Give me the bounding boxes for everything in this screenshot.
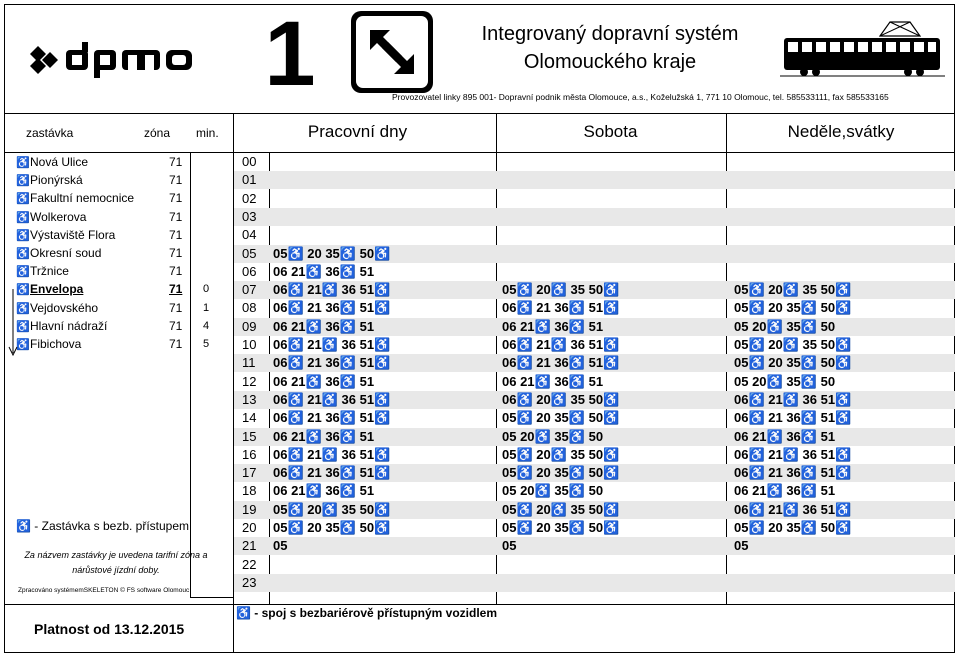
stop-name: Fibichova xyxy=(30,337,82,351)
saturday-departures: 05 20♿ 35♿ 50 xyxy=(502,483,604,499)
stop-name: Envelopa xyxy=(30,282,84,297)
sunday-departures: 05♿ 20 35♿ 50♿ xyxy=(734,355,852,371)
stop-minutes: 4 xyxy=(203,319,210,332)
workdays-departures: 05♿ 20 35♿ 50♿ xyxy=(273,520,391,535)
column-header-saturday: Sobota xyxy=(583,122,638,141)
saturday-departures: 05 xyxy=(502,538,517,554)
hour-label: 09 xyxy=(242,318,257,334)
hour-label: 04 xyxy=(242,227,257,243)
dpmo-logo-graphic xyxy=(28,40,208,80)
workdays-departures: 06♿ 21 36♿ 51♿ xyxy=(273,410,391,426)
direction-icon xyxy=(350,10,434,94)
hour-label: 14 xyxy=(242,410,257,426)
saturday-departures: 05 20♿ 35♿ 50 xyxy=(502,428,604,444)
stop-row xyxy=(16,226,183,244)
sunday-departures: 05 xyxy=(734,538,749,554)
direction-arrow xyxy=(8,289,18,357)
workdays-departures: 06♿ 21 36♿ 51♿ xyxy=(273,300,391,316)
column-header-zone: zóna xyxy=(144,126,171,140)
stop-name: Hlavní nádraží xyxy=(30,318,108,333)
hour-label: 00 xyxy=(242,154,257,169)
hour-label: 05 xyxy=(242,245,257,261)
zone-note: Za názvem zastávky je uvedena tarifní zóna a nárůstové jízdní doby. xyxy=(24,550,208,575)
column-header-sunday: Neděle,svátky xyxy=(787,122,895,141)
stop-row xyxy=(16,262,183,280)
timetable-row xyxy=(234,226,955,244)
stop-minutes: 5 xyxy=(203,338,210,350)
column-header-workdays: Pracovní dny xyxy=(307,122,408,141)
stop-name: Nová Ulice xyxy=(30,155,89,169)
stop-minutes: 1 xyxy=(203,301,210,314)
stop-name: Pionýrská xyxy=(30,173,83,188)
workdays-departures: 05♿ 20♿ 35 50♿ xyxy=(273,501,391,517)
hour-label: 21 xyxy=(242,538,257,554)
stop-zone: 71 xyxy=(169,282,183,297)
hour-label: 15 xyxy=(242,428,257,444)
line-number: 1 xyxy=(264,3,316,105)
sunday-departures: 06♿ 21 36♿ 51♿ xyxy=(734,465,852,481)
wheelchair-icon: ♿ xyxy=(16,157,30,169)
wheelchair-icon: ♿ xyxy=(16,193,30,206)
sunday-departures: 05♿ 20 35♿ 50♿ xyxy=(734,300,852,316)
workdays-departures: 05♿ 20 35♿ 50♿ xyxy=(273,245,391,261)
hour-label: 03 xyxy=(242,208,257,224)
title-line-2: Olomouckého kraje xyxy=(523,51,697,73)
sunday-departures: 06 21♿ 36♿ 51 xyxy=(734,428,836,444)
sunday-departures: 06♿ 21♿ 36 51♿ xyxy=(734,446,852,462)
operator-info: Provozovatel linky 895 001- Dopravní podnik města Olomouce, a.s., Koželužská 1, 771 10 Olomouc, tel. 585533111, fax 585533165 xyxy=(392,92,889,102)
saturday-departures: 06 21♿ 36♿ 51 xyxy=(502,373,604,389)
timetable-row xyxy=(234,556,955,574)
stop-row xyxy=(16,244,183,262)
sunday-departures: 05♿ 20 35♿ 50♿ xyxy=(734,520,852,535)
column-header-min: min. xyxy=(196,126,219,140)
hour-label: 08 xyxy=(242,300,257,316)
stop-zone: 71 xyxy=(169,191,183,206)
wheelchair-icon: ♿ xyxy=(16,248,30,260)
hour-label: 07 xyxy=(242,282,257,298)
processed-by: Zpracováno systémemSKELETON © FS software Olomouc xyxy=(18,587,190,594)
wheelchair-icon: ♿ xyxy=(16,302,30,315)
stop-name: Výstaviště Flora xyxy=(30,227,116,242)
workdays-departures: 06 21♿ 36♿ 51 xyxy=(273,318,375,334)
hour-label: 16 xyxy=(242,446,257,462)
workdays-departures: 06♿ 21♿ 36 51♿ xyxy=(273,337,391,352)
workdays-departures: 06♿ 21 36♿ 51♿ xyxy=(273,355,391,371)
stop-name: Tržnice xyxy=(30,264,69,279)
saturday-departures: 06♿ 20♿ 35 50♿ xyxy=(502,391,620,407)
sunday-departures: 05 20♿ 35♿ 50 xyxy=(734,318,836,334)
wheelchair-icon: ♿ xyxy=(16,284,30,297)
workdays-departures: 06 21♿ 36♿ 51 xyxy=(273,428,375,444)
stop-name: Okresní soud xyxy=(30,246,102,260)
stop-zone: 71 xyxy=(169,264,183,279)
sunday-departures: 05♿ 20♿ 35 50♿ xyxy=(734,337,852,352)
workdays-departures: 06 21♿ 36♿ 51 xyxy=(273,263,375,279)
column-header-stop: zastávka xyxy=(26,126,74,140)
stop-zone: 71 xyxy=(169,337,183,351)
workdays-departures: 06 21♿ 36♿ 51 xyxy=(273,373,375,389)
timetable-row xyxy=(234,171,955,189)
min-column-left-border xyxy=(190,152,191,597)
hour-label: 10 xyxy=(242,337,257,352)
stop-zone: 71 xyxy=(169,300,183,315)
stop-zone: 71 xyxy=(169,155,183,169)
stop-minutes: 0 xyxy=(203,283,210,296)
hour-label: 01 xyxy=(242,172,257,188)
timetable-row xyxy=(234,537,955,555)
wheelchair-icon: ♿ xyxy=(16,320,30,333)
saturday-departures: 06 21♿ 36♿ 51 xyxy=(502,318,604,334)
sunday-departures: 05 20♿ 35♿ 50 xyxy=(734,373,836,389)
wheelchair-icon: ♿ xyxy=(16,229,30,242)
stop-zone: 71 xyxy=(169,227,183,242)
timetable-row xyxy=(234,153,955,171)
stop-zone: 71 xyxy=(169,173,183,188)
sunday-departures: 06♿ 21♿ 36 51♿ xyxy=(734,391,852,407)
vehicle-access-legend-text: - spoj s bezbariérově přístupným vozidlem xyxy=(254,606,498,620)
saturday-departures: 05♿ 20♿ 35 50♿ xyxy=(502,501,620,517)
workdays-departures: 05 xyxy=(273,538,288,554)
workdays-departures: 06♿ 21♿ 36 51♿ xyxy=(273,282,391,298)
workdays-departures: 06♿ 21♿ 36 51♿ xyxy=(273,391,391,407)
hour-label: 22 xyxy=(242,556,257,572)
stop-row xyxy=(16,189,183,207)
stop-name: Fakultní nemocnice xyxy=(30,191,135,206)
saturday-departures: 05♿ 20 35♿ 50♿ xyxy=(502,520,620,535)
hour-label: 06 xyxy=(242,263,257,279)
wheelchair-icon: ♿ xyxy=(16,266,30,279)
saturday-departures: 05♿ 20♿ 35 50♿ xyxy=(502,282,620,298)
saturday-departures: 05♿ 20 35♿ 50♿ xyxy=(502,465,620,481)
workdays-departures: 06♿ 21 36♿ 51♿ xyxy=(273,465,391,481)
sunday-departures: 06 21♿ 36♿ 51 xyxy=(734,483,836,499)
hour-label: 19 xyxy=(242,501,257,517)
stop-zone: 71 xyxy=(169,246,183,260)
stop-zone: 71 xyxy=(169,209,183,224)
stop-name: Wolkerova xyxy=(30,209,87,224)
validity-date: Platnost od 13.12.2015 xyxy=(34,621,185,637)
wheelchair-icon: ♿ xyxy=(236,606,251,620)
saturday-departures: 06♿ 21 36♿ 51♿ xyxy=(502,355,620,371)
sunday-departures: 06♿ 21 36♿ 51♿ xyxy=(734,410,852,426)
timetable-row xyxy=(234,190,955,208)
vehicle-access-legend xyxy=(236,606,497,620)
wheelchair-icon: ♿ xyxy=(16,339,30,351)
hour-label: 20 xyxy=(242,520,257,535)
title-line-1: Integrovaný dopravní systém xyxy=(481,23,739,45)
dpmo-logo xyxy=(28,40,208,80)
sunday-departures: 05♿ 20♿ 35 50♿ xyxy=(734,282,852,298)
saturday-departures: 05♿ 20♿ 35 50♿ xyxy=(502,446,620,462)
hour-label: 17 xyxy=(242,465,257,481)
hour-label: 13 xyxy=(242,391,257,407)
stop-zone: 71 xyxy=(169,318,183,333)
left-footer-divider xyxy=(4,604,234,605)
hour-label: 23 xyxy=(242,574,257,590)
min-column-bottom-border xyxy=(190,597,234,598)
grid-bottom-border xyxy=(233,604,955,605)
stop-access-legend-text: - Zastávka s bezb. přístupem xyxy=(34,519,190,533)
stop-row xyxy=(16,153,183,171)
hour-label: 02 xyxy=(242,190,257,206)
saturday-departures: 05♿ 20 35♿ 50♿ xyxy=(502,410,620,426)
saturday-departures: 06♿ 21♿ 36 51♿ xyxy=(502,337,620,352)
timetable-row xyxy=(234,208,955,226)
stop-row xyxy=(16,171,183,189)
timetable-row xyxy=(234,574,955,592)
tram-icon xyxy=(780,18,945,80)
workdays-departures: 06♿ 21♿ 36 51♿ xyxy=(273,446,391,462)
wheelchair-icon: ♿ xyxy=(16,211,30,224)
stop-name: Vejdovského xyxy=(30,300,99,315)
stop-access-legend xyxy=(16,519,189,533)
saturday-departures: 06♿ 21 36♿ 51♿ xyxy=(502,300,620,316)
hour-label: 11 xyxy=(242,355,256,371)
workdays-departures: 06 21♿ 36♿ 51 xyxy=(273,483,375,499)
hour-label: 12 xyxy=(242,373,257,389)
sunday-departures: 06♿ 21♿ 36 51♿ xyxy=(734,501,852,517)
wheelchair-icon: ♿ xyxy=(16,519,31,533)
stop-row xyxy=(16,208,183,226)
wheelchair-icon: ♿ xyxy=(16,175,30,188)
hour-label: 18 xyxy=(242,483,257,499)
